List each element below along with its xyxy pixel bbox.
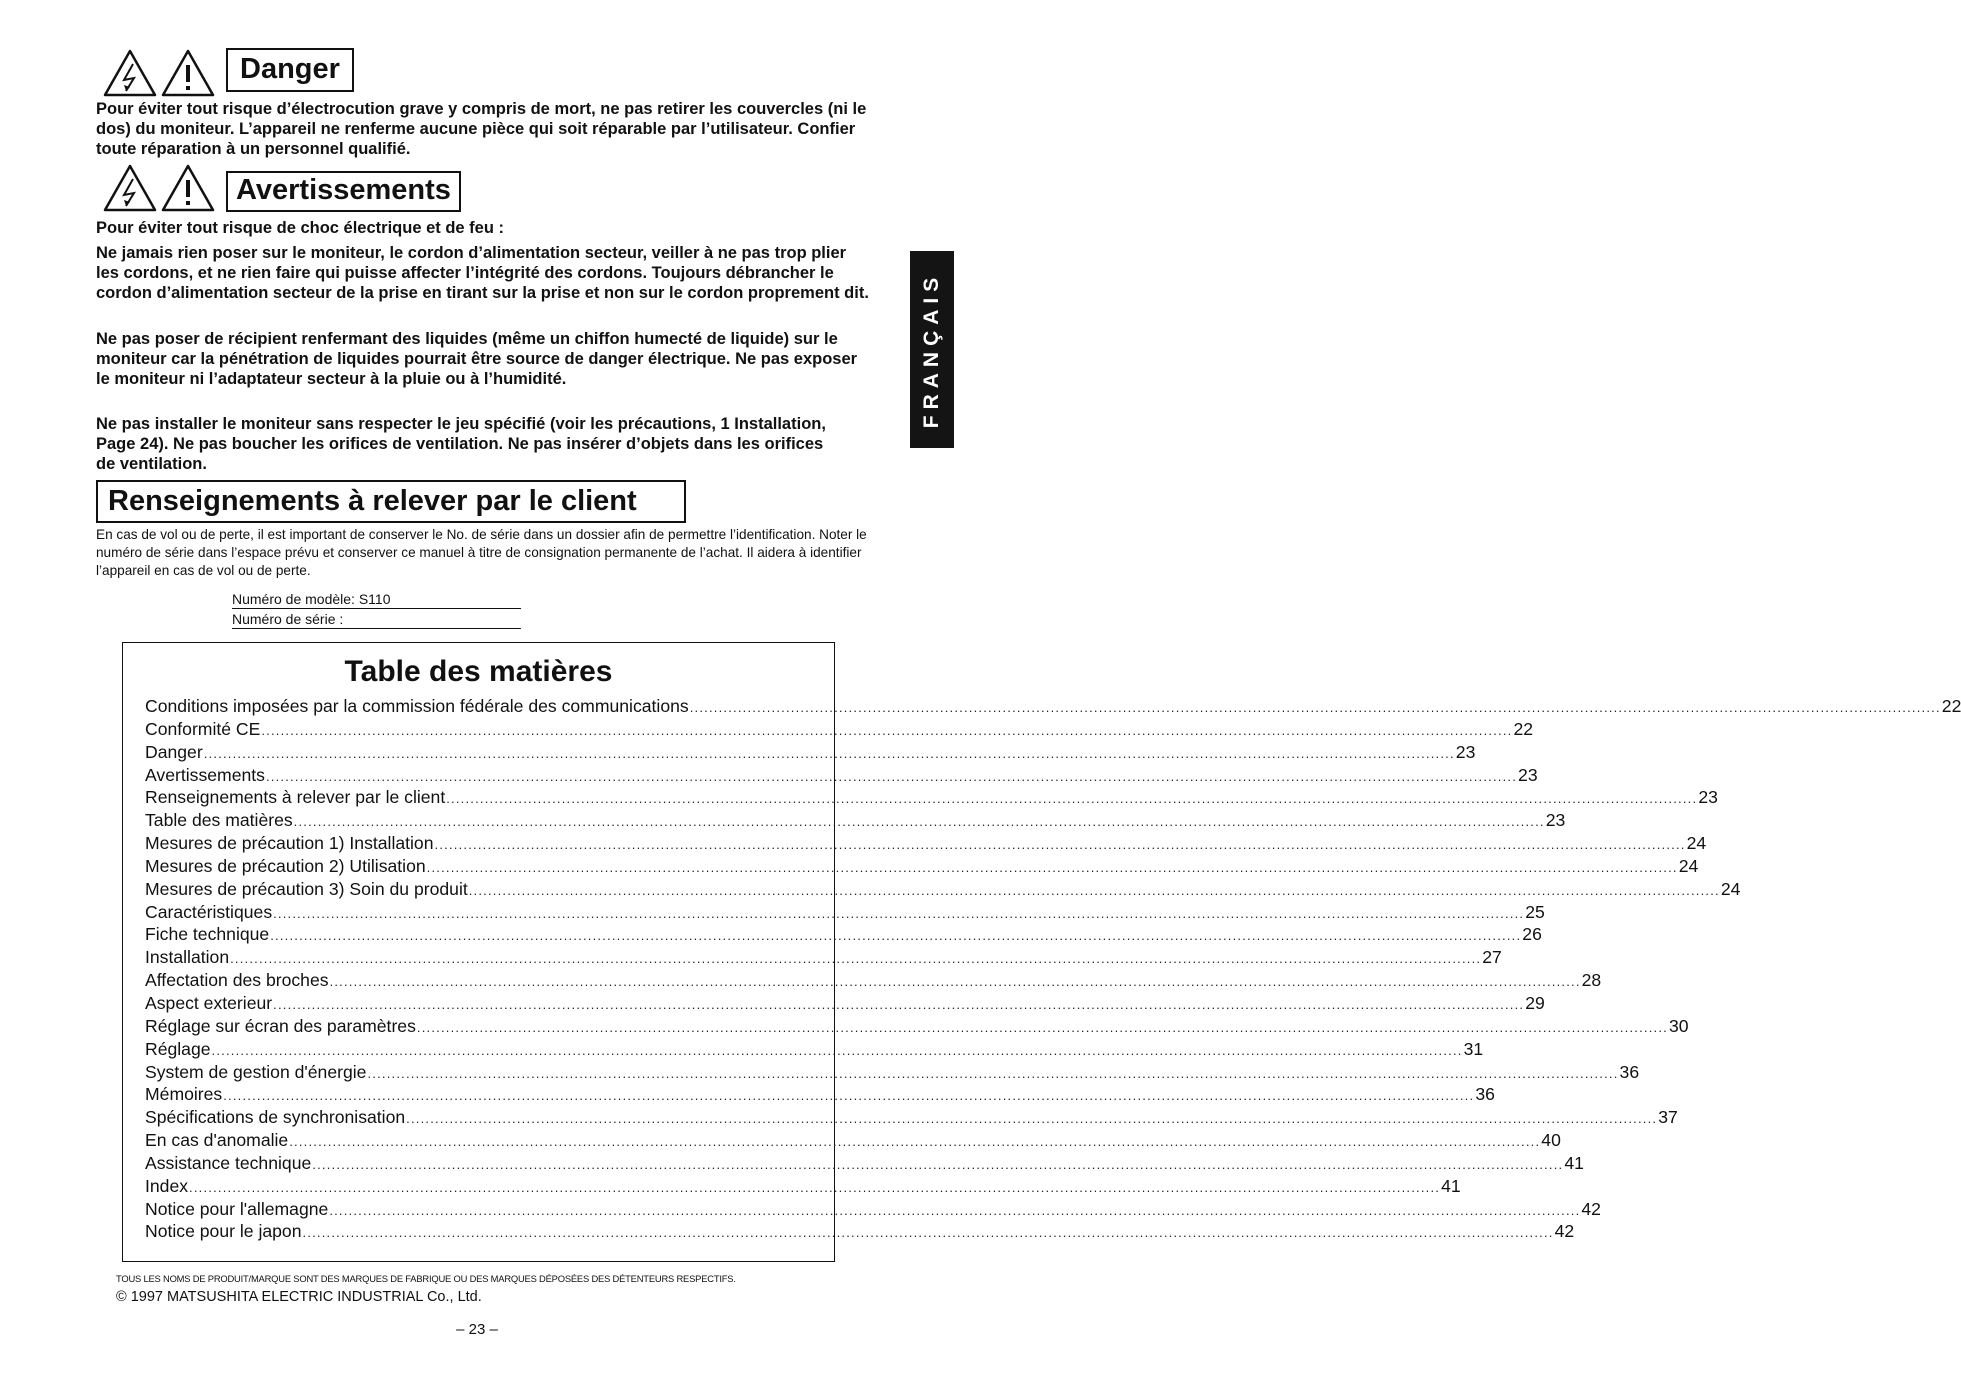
- toc-entry-page: 22: [1513, 718, 1534, 739]
- toc-entry-page: 42: [1554, 1221, 1575, 1242]
- toc-entry-page: 23: [1545, 810, 1566, 831]
- toc-entry: [145, 901, 1545, 924]
- danger-header: [102, 48, 354, 98]
- toc-entry: [145, 741, 1476, 764]
- toc-dot-leader: ....................................................................................................................................................................................................................................................................: [468, 882, 1720, 898]
- toc-entry: [145, 695, 1961, 718]
- toc-entry-label: Affectation des broches: [145, 970, 329, 991]
- toc-entry: [145, 786, 1718, 809]
- toc-entry-label: Installation: [145, 947, 230, 968]
- electric-shock-warning-icon: [102, 48, 158, 98]
- electric-shock-warning-icon: [102, 163, 158, 213]
- toc-entry: [145, 764, 1538, 787]
- toc-dot-leader: ....................................................................................................................................................................................................................................................................: [416, 1019, 1668, 1035]
- toc-entry-page: 24: [1678, 855, 1699, 876]
- toc-entry-label: Avertissements: [145, 764, 265, 785]
- warnings-paragraph-1: Ne jamais rien poser sur le moniteur, le cordon d’alimentation secteur, veiller à ne pas trop plier les cordons, et ne rien faire qui puisse affecter l’intégrité des cordons. Toujours débrancher le cordon d’alimentation secteur de la prise en tirant sur la prise et non sur le cordon proprement dit.: [96, 244, 869, 302]
- caution-exclamation-icon: [160, 163, 216, 213]
- toc-list: [145, 695, 1961, 1243]
- toc-entry-label: Caractéristiques: [145, 901, 273, 922]
- toc-entry: [145, 969, 1602, 992]
- toc-entry-label: Mesures de précaution 2) Utilisation: [145, 855, 426, 876]
- toc-entry: [145, 878, 1741, 901]
- client-info-text: En cas de vol ou de perte, il est important de conserver le No. de série dans un dossier afin de permettre l’identification. Noter le numéro de série dans l’espace prévu et conserver ce manuel à titre de consignation permanente de l’achat. Il aidera à identifier l’appareil en cas de vol ou de perte.: [96, 527, 867, 578]
- toc-entry: [145, 923, 1542, 946]
- serial-number-line: Numéro de série :: [232, 610, 521, 629]
- toc-entry-label: En cas d'anomalie: [145, 1130, 289, 1151]
- toc-dot-leader: ....................................................................................................................................................................................................................................................................: [189, 1179, 1441, 1195]
- toc-entry: [145, 809, 1566, 832]
- toc-entry-label: Conditions imposées par la commission fédérale des communications: [145, 696, 689, 716]
- warnings-paragraph-2: Ne pas poser de récipient renfermant des liquides (même un chiffon humecté de liquide) sur le moniteur car la pénétration de liquides pourrait être source de danger électrique. Ne pas exposer le moniteur ni l’adaptateur secteur à la pluie ou à l’humidité.: [96, 330, 858, 388]
- toc-dot-leader: ....................................................................................................................................................................................................................................................................: [211, 1042, 1463, 1058]
- toc-dot-leader: ....................................................................................................................................................................................................................................................................: [270, 928, 1522, 944]
- toc-dot-leader: ....................................................................................................................................................................................................................................................................: [265, 768, 1518, 784]
- toc-entry-page: 23: [1518, 764, 1538, 785]
- language-side-tab: [910, 251, 954, 448]
- toc-dot-leader: ....................................................................................................................................................................................................................................................................: [406, 1111, 1658, 1127]
- toc-entry-label: Index: [145, 1175, 189, 1196]
- toc-dot-leader: ....................................................................................................................................................................................................................................................................: [434, 837, 1686, 853]
- toc-entry-page: 42: [1581, 1198, 1601, 1219]
- toc-entry-label: Mesures de précaution 3) Soin du produit: [145, 878, 468, 899]
- toc-entry-page: 23: [1455, 741, 1476, 762]
- toc-entry-label: Conformité CE: [145, 718, 261, 739]
- toc-title: Table des matières: [344, 655, 613, 688]
- toc-dot-leader: ....................................................................................................................................................................................................................................................................: [223, 1088, 1475, 1104]
- toc-entry-page: 31: [1463, 1038, 1484, 1059]
- toc-entry-page: 25: [1525, 901, 1545, 922]
- toc-entry: [145, 1083, 1495, 1106]
- toc-entry-page: 40: [1541, 1130, 1561, 1151]
- toc-entry: [145, 1220, 1575, 1243]
- toc-entry-page: 26: [1522, 924, 1542, 945]
- toc-dot-leader: ....................................................................................................................................................................................................................................................................: [203, 745, 1455, 761]
- toc-dot-leader: ....................................................................................................................................................................................................................................................................: [312, 1156, 1564, 1172]
- toc-dot-leader: ....................................................................................................................................................................................................................................................................: [289, 1134, 1541, 1150]
- toc-entry-page: 41: [1441, 1175, 1461, 1196]
- toc-entry: [145, 1106, 1678, 1129]
- toc-dot-leader: ....................................................................................................................................................................................................................................................................: [329, 974, 1581, 990]
- toc-dot-leader: ....................................................................................................................................................................................................................................................................: [302, 1225, 1554, 1241]
- toc-entry-label: Spécifications de synchronisation: [145, 1107, 406, 1128]
- trademark-notice: TOUS LES NOMS DE PRODUIT/MARQUE SONT DES MARQUES DE FABRIQUE OU DES MARQUES DÉPOSÉES DES DÉTENTEURS RESPECTIFS.: [116, 1273, 736, 1284]
- danger-title: Danger: [226, 48, 354, 92]
- toc-dot-leader: ....................................................................................................................................................................................................................................................................: [426, 859, 1678, 875]
- warnings-paragraph-3: Ne pas installer le moniteur sans respecter le jeu spécifié (voir les précautions, 1 Installation, Page 24). Ne pas boucher les orifices de ventilation. Ne pas insérer d’objets dans les orifices de ventilation.: [96, 415, 826, 473]
- toc-entry-page: 36: [1619, 1061, 1640, 1082]
- copyright-notice: © 1997 MATSUSHITA ELECTRIC INDUSTRIAL Co., Ltd.: [116, 1289, 482, 1305]
- toc-entry: [145, 1152, 1584, 1175]
- warnings-intro: Pour éviter tout risque de choc électrique et de feu :: [96, 219, 505, 237]
- client-info-title: Renseignements à relever par le client: [96, 480, 686, 523]
- toc-entry-label: System de gestion d'énergie: [145, 1061, 367, 1082]
- toc-entry: [145, 1038, 1484, 1061]
- toc-entry-page: 24: [1720, 878, 1741, 899]
- toc-entry: [145, 946, 1502, 969]
- toc-entry-page: 23: [1698, 787, 1718, 808]
- toc-entry-label: Notice pour le japon: [145, 1221, 302, 1242]
- toc-entry-page: 41: [1564, 1152, 1584, 1173]
- toc-entry: [145, 1175, 1461, 1198]
- toc-dot-leader: ....................................................................................................................................................................................................................................................................: [261, 722, 1513, 738]
- toc-entry: [145, 1129, 1561, 1152]
- toc-entry: [145, 718, 1534, 741]
- toc-dot-leader: ....................................................................................................................................................................................................................................................................: [293, 814, 1545, 830]
- toc-dot-leader: ....................................................................................................................................................................................................................................................................: [273, 905, 1525, 921]
- toc-entry: [145, 1198, 1601, 1221]
- toc-entry-label: Fiche technique: [145, 924, 270, 945]
- toc-entry-page: 30: [1668, 1015, 1689, 1036]
- toc-entry-page: 29: [1525, 992, 1545, 1013]
- toc-entry-page: 22: [1941, 696, 1961, 716]
- toc-entry-label: Table des matières: [145, 810, 293, 831]
- warnings-header: [102, 163, 461, 213]
- toc-entry-label: Danger: [145, 741, 203, 762]
- toc-entry-label: Renseignements à relever par le client: [145, 787, 446, 808]
- table-of-contents: [122, 642, 1961, 1262]
- toc-dot-leader: ....................................................................................................................................................................................................................................................................: [273, 996, 1525, 1012]
- toc-entry-page: 36: [1475, 1084, 1495, 1105]
- toc-entry-label: Aspect exterieur: [145, 992, 273, 1013]
- toc-entry: [145, 832, 1707, 855]
- toc-dot-leader: ....................................................................................................................................................................................................................................................................: [329, 1202, 1581, 1218]
- toc-entry: [145, 855, 1699, 878]
- toc-entry: [145, 1015, 1689, 1038]
- toc-entry-page: 37: [1658, 1107, 1678, 1128]
- toc-entry-label: Réglage: [145, 1038, 211, 1059]
- toc-entry-label: Mémoires: [145, 1084, 223, 1105]
- toc-entry-label: Mesures de précaution 1) Installation: [145, 833, 434, 854]
- toc-entry: [145, 992, 1545, 1015]
- toc-dot-leader: ....................................................................................................................................................................................................................................................................: [367, 1065, 1619, 1081]
- toc-entry: [145, 1061, 1640, 1084]
- toc-entry-page: 28: [1581, 970, 1602, 991]
- toc-dot-leader: ....................................................................................................................................................................................................................................................................: [446, 791, 1698, 807]
- danger-text: Pour éviter tout risque d’électrocution grave y compris de mort, ne pas retirer les couvercles (ni le dos) du moniteur. L’appareil ne renferme aucune pièce qui soit réparable par l’utilisateur. Confier toute réparation à un personnel qualifié.: [96, 100, 867, 158]
- toc-dot-leader: ....................................................................................................................................................................................................................................................................: [689, 700, 1941, 715]
- model-number-line: Numéro de modèle: S110: [232, 590, 521, 609]
- toc-entry-label: Assistance technique: [145, 1152, 312, 1173]
- toc-entry-label: Réglage sur écran des paramètres: [145, 1015, 416, 1036]
- page-number: – 23 –: [456, 1321, 498, 1338]
- caution-exclamation-icon: [160, 48, 216, 98]
- toc-entry-page: 24: [1686, 833, 1707, 854]
- language-tab-label: FRANÇAIS: [920, 271, 943, 428]
- warnings-title: Avertissements: [226, 171, 461, 212]
- toc-dot-leader: ....................................................................................................................................................................................................................................................................: [230, 951, 1482, 967]
- toc-entry-page: 27: [1482, 947, 1502, 968]
- toc-entry-label: Notice pour l'allemagne: [145, 1198, 329, 1219]
